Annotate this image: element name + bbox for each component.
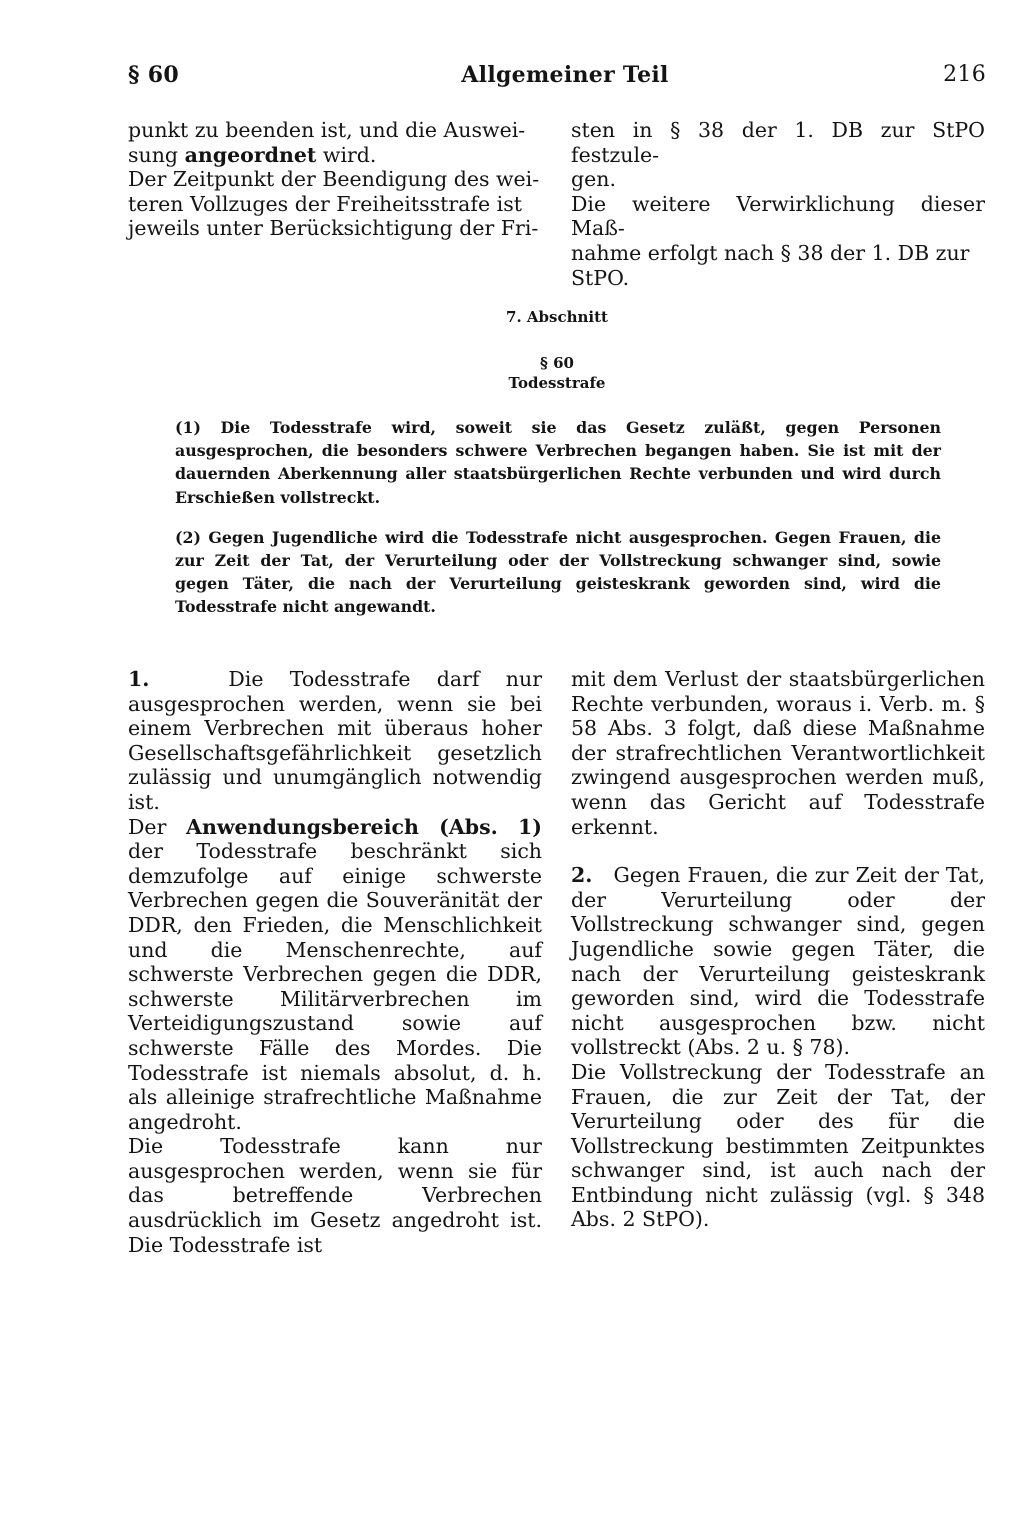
bold-term: Anwendungsbereich (Abs. 1) [186, 814, 542, 839]
paragraph-number: § 60 [540, 354, 574, 372]
text-line: sung angeordnet wird. [128, 142, 377, 167]
text-line: Die weitere Verwirklichung dieser Maß- [571, 191, 985, 241]
text-line: nahme erfolgt nach § 38 der 1. DB zur [571, 240, 970, 265]
text-line: gen. [571, 167, 616, 192]
text-line: Der Zeitpunkt der Beendigung des wei- [128, 167, 540, 192]
statute-abs-2: (2) Gegen Jugendliche wird die Todesstrafe nicht ausgesprochen. Gegen Frauen, die zur Zeit der Tat, der Verurteilung oder der Vollstreckung schwanger sind, sowie gegen Täter, die nach der Verurteilung geisteskrank geworden sind, wird die Todesstrafe nicht angewandt. [175, 527, 941, 617]
bold-term: angeordnet [184, 142, 317, 167]
top-left-column [128, 118, 542, 241]
top-right-column [571, 118, 985, 290]
note-1 [128, 667, 542, 815]
text-paragraph: Die Todesstrafe kann nur ausgesprochen werden, wenn sie für das betreffende Verbrechen ausdrücklich im Gesetz angedroht ist. Die Todesstrafe ist [128, 1134, 542, 1257]
page-number: 216 [943, 62, 986, 87]
statute-abs-1: (1) Die Todesstrafe wird, soweit sie das Gesetz zuläßt, gegen Personen ausgesprochen, die besonders schwere Verbrechen begangen haben. Sie ist mit der dauernden Aberkennung aller staatsbürgerlichen Rechte verbunden und wird durch Erschießen vollstreckt. [175, 418, 941, 507]
scope-paragraph: Der Anwendungsbereich (Abs. 1) der Todesstrafe beschränkt sich demzufolge auf einige schwerste Verbrechen gegen die Souveränität der DDR, den Frieden, die Menschlichkeit und die Menschenrechte, auf schwerste Verbrechen gegen die DDR, schwerste Militärverbrechen im Verteidigungszustand sowie auf schwerste Fälle des Mordes. Die Todesstrafe ist niemals absolut, d. h. als alleinige strafrechtliche Maßnahme angedroht. [128, 814, 542, 1134]
note-text: Gegen Frauen, die zur Zeit der Tat, der Verurteilung oder der Vollstreckung schwanger sind, gegen Jugendliche sowie gegen Täter, die nach der Verurteilung geisteskrank geworden sind, wird die Todesstrafe nicht ausgesprochen bzw. nicht vollstreckt (Abs. 2 u. § 78). [571, 863, 985, 1060]
text-paragraph: Die Vollstreckung der Todesstrafe an Frauen, die zur Zeit der Tat, der Verurteilung oder des für die Vollstreckung bestimmten Zeitpunktes schwanger sind, ist auch nach der Entbindung nicht zulässig (vgl. § 348 Abs. 2 StPO). [571, 1059, 985, 1232]
note-text: Die Todesstrafe darf nur ausgesprochen werden, wenn sie bei einem Verbrechen mit überaus hoher Gesellschaftsgefährlichkeit gesetzlich zulässig und unumgänglich notwendig ist. [128, 667, 542, 814]
header-title: Allgemeiner Teil [461, 62, 669, 88]
statute-text [175, 416, 941, 619]
text-line: jeweils unter Berücksichtigung der Fri- [128, 216, 539, 241]
paragraph-gap [571, 839, 985, 863]
text-line: teren Vollzuges der Freiheitsstrafe ist [128, 191, 522, 216]
note-number: 1. [128, 667, 150, 691]
note-2 [571, 863, 985, 1060]
note-number: 2. [571, 863, 593, 888]
text-line: punkt zu beenden ist, und die Auswei- [128, 118, 526, 142]
page-header [128, 62, 986, 98]
commentary-left-column [128, 667, 542, 1257]
text-line: StPO. [571, 265, 630, 290]
text-line: sten in § 38 der 1. DB zur StPO festzule- [571, 118, 985, 167]
header-section: § 60 [128, 62, 179, 88]
chapter-heading: 7. Abschnitt [506, 308, 608, 326]
commentary-right-column [571, 667, 985, 1232]
text-paragraph: mit dem Verlust der staatsbürgerlichen Rechte verbunden, woraus i. Verb. m. § 58 Abs. 3 folgt, daß diese Maßnahme der strafrechtlichen Verantwortlichkeit zwingend ausgesprochen werden muß, wenn das Gericht auf Todesstrafe erkennt. [571, 667, 985, 839]
paragraph-heading: Todesstrafe [508, 374, 606, 392]
